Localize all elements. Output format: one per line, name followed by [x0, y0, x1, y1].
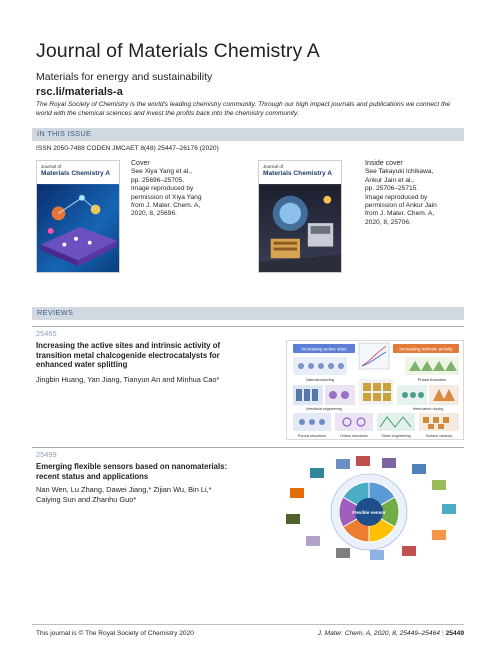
cover-thumbnail[interactable] [36, 160, 120, 273]
footer-citation: J. Mater. Chem. A, 2020, 8, 25449–25464 | 25449 [317, 630, 464, 637]
inside-cover-thumb-title: Materials Chemistry A [263, 170, 333, 177]
cover-line: Image reproduced by [131, 185, 194, 193]
in-this-issue-bar [32, 128, 464, 141]
footer-citation-text: J. Mater. Chem. A, 2020, 8, 25449–25464 [317, 630, 440, 637]
inside-cover-line: Image reproduced by [365, 193, 428, 201]
reviews-bar [32, 307, 464, 320]
article-page-number: 25499 [36, 450, 57, 459]
inside-cover-thumb-small: Journal of [263, 164, 284, 169]
inside-cover-line: See Takayuki Ichikawa, [365, 168, 434, 176]
inside-cover-line: permission of Ankur Jain [365, 202, 437, 210]
inside-cover-line: pp. 25706–25715. [365, 185, 419, 193]
label-nanostructuring: Nanostructuring [305, 377, 335, 382]
label-hollow-structures: Hollow structures [340, 434, 368, 438]
cover-line: 2020, 8, 25696. [131, 210, 177, 218]
label-phase-transition: Phase transition [417, 377, 447, 382]
journal-title: Journal of Materials Chemistry A [36, 40, 320, 62]
cover-label: Cover [131, 160, 150, 167]
journal-subtitle: Materials for energy and sustainability [36, 71, 213, 83]
flexible-sensor-figure [272, 454, 466, 562]
in-this-issue-label: IN THIS ISSUE [37, 129, 92, 138]
article-divider [32, 326, 464, 327]
electrocatalyst-figure [287, 341, 464, 440]
footer-page-number: 25449 [445, 630, 464, 637]
article-title-line: transition metal chalcogenide electrocatalysts for [36, 350, 220, 360]
inside-cover-line: 2020, 8, 25706. [365, 218, 411, 226]
article-authors [36, 375, 266, 385]
article-title-line: Increasing the active sites and intrinsic activity of [36, 341, 221, 350]
cover-line: See Xiya Yang et al., [131, 168, 192, 176]
label-intrinsic-activity: Increasing intrinsic activity [399, 346, 453, 352]
article-divider [32, 447, 464, 448]
article-title[interactable] [36, 341, 266, 370]
reviews-label: REVIEWS [37, 308, 74, 317]
cover-line: permission of Xiya Yang [131, 193, 202, 201]
cover-line: pp. 25696–25705. [131, 176, 185, 184]
footer-copyright: This journal is © The Royal Society of Chemistry 2020 [36, 630, 194, 637]
inside-cover-line: from J. Mater. Chem. A, [365, 210, 435, 218]
inside-cover-artwork [259, 183, 341, 273]
inside-cover-description [365, 160, 455, 227]
label-heteroatom-doping: Heteroatom doping [412, 407, 444, 411]
label-surface-vacancy: Surface vacancy [425, 434, 453, 438]
article-author-line: Caiying Sun and Zhanhu Guo* [36, 494, 137, 504]
article-author-line: Nan Wen, Lu Zhang, Dawei Jiang,* Zijian Wu, Bin Li,* [36, 485, 212, 494]
inside-cover-line: Ankur Jain et al., [365, 176, 415, 184]
footer-divider [32, 624, 464, 625]
article-title-line: recent status and applications [36, 471, 149, 481]
cover-thumb-small: Journal of [41, 164, 62, 169]
label-active-sites: Increasing active sites [301, 346, 347, 352]
article-author-line: Jingbin Huang, Yan Jiang, Tianyun An and Minhua Cao* [36, 375, 220, 384]
inside-cover-thumbnail[interactable] [258, 160, 342, 273]
article-graphical-abstract[interactable] [272, 454, 466, 562]
cover-artwork [37, 183, 119, 273]
article-graphical-abstract[interactable] [286, 340, 464, 440]
issn-line: ISSN 2050-7488 CODEN JMCAET 8(48) 25447–26176 (2020) [36, 145, 219, 152]
cover-thumb-title: Materials Chemistry A [41, 170, 111, 177]
article-title-line: Emerging flexible sensors based on nanomaterials: [36, 462, 228, 471]
label-flexible-sensor: Flexible sensor [352, 510, 386, 515]
journal-url-link[interactable]: rsc.li/materials-a [36, 86, 123, 98]
journal-blurb: The Royal Society of Chemistry is the world's leading chemistry community. Through our high impact journals and publications we connect the world with the chemical sciences and invest the profits back into the chemistry community. [36, 101, 451, 117]
cover-description [131, 160, 221, 219]
label-interfacial-engineering: Interfacial engineering [306, 407, 342, 411]
article-authors [36, 485, 266, 504]
article-page-number: 25465 [36, 329, 57, 338]
article-title[interactable] [36, 462, 266, 481]
label-strain-engineering: Strain engineering [381, 434, 411, 438]
inside-cover-label: Inside cover [365, 160, 403, 167]
cover-line: from J. Mater. Chem. A, [131, 202, 201, 210]
label-porous-structures: Porous structures [297, 434, 327, 438]
article-title-line: enhanced water splitting [36, 360, 128, 370]
